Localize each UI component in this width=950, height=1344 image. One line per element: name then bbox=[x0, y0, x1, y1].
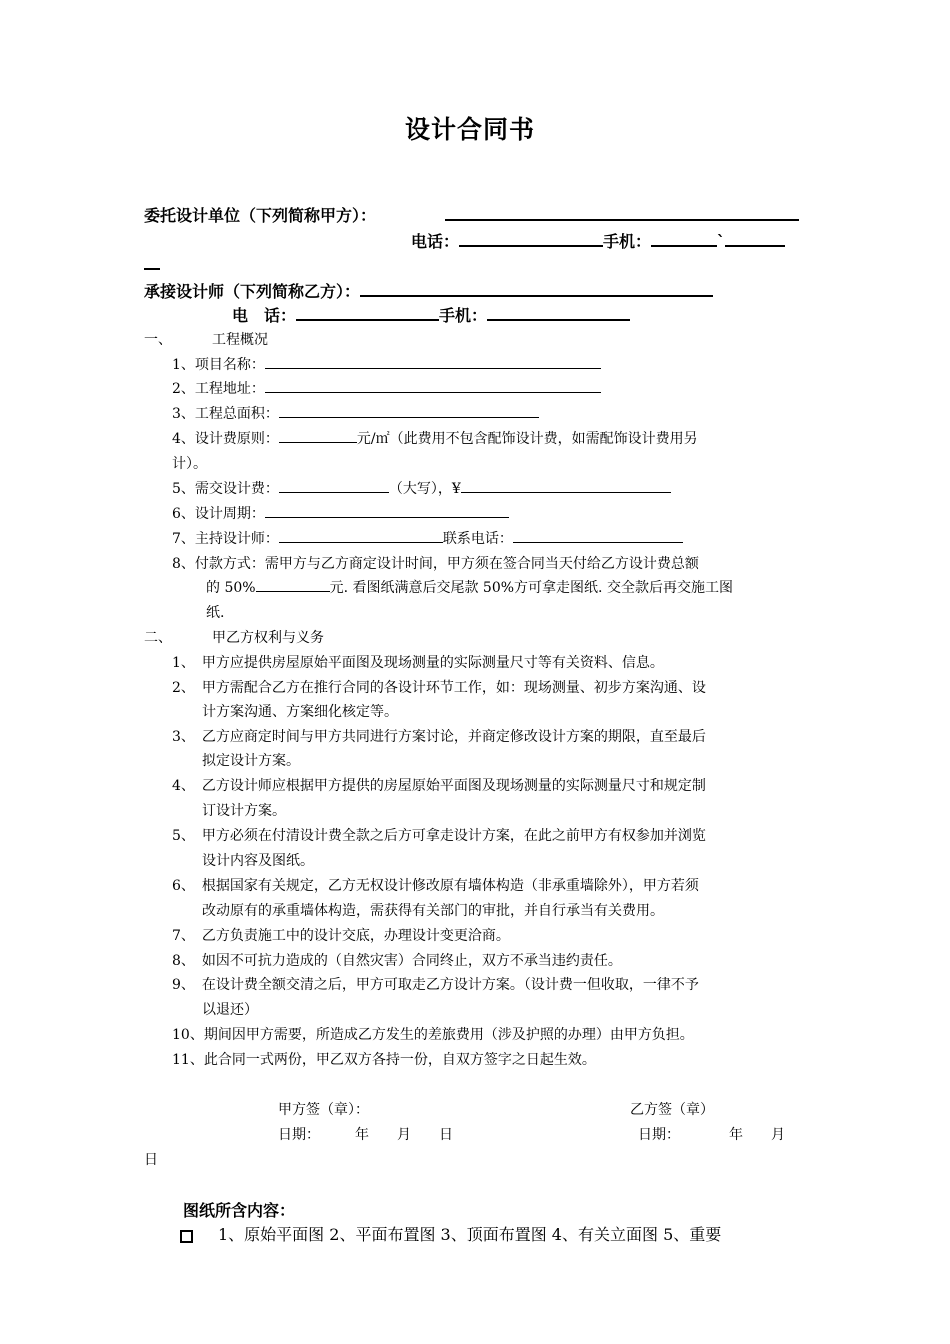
section2-item-cont: 改动原有的承重墙体构造，需获得有关部门的审批，并自行承当有关费用。 bbox=[202, 903, 664, 919]
section2-item: 7、 乙方负责施工中的设计交底，办理设计变更洽商。 bbox=[172, 928, 510, 944]
section2-title: 甲乙方权利与义务 bbox=[212, 630, 324, 646]
section1-item-2: 2、工程地址： bbox=[172, 378, 601, 398]
party-a-label: 委托设计单位（下列简称甲方）： bbox=[144, 206, 377, 225]
party-b-phone-label: 电 话： bbox=[232, 306, 297, 325]
page-title: 设计合同书 bbox=[405, 115, 536, 144]
party-a-phone-label: 电话： bbox=[411, 232, 460, 251]
section1-number: 一、 bbox=[144, 332, 172, 348]
section1-item-4: 4、设计费原则： 元/㎡（此费用不包含配饰设计费，如需配饰设计费用另 bbox=[172, 428, 698, 448]
party-b-date: 日期： 年 月 bbox=[638, 1127, 785, 1143]
party-a-line-overflow bbox=[144, 252, 160, 274]
party-b-phone-row bbox=[232, 303, 630, 326]
section1-item-4-cont: 计）。 bbox=[172, 456, 207, 472]
section1-item-8-end: 纸. bbox=[206, 605, 225, 621]
section2-item: 2、 甲方需配合乙方在推行合同的各设计环节工作，如：现场测量、初步方案沟通、设 bbox=[172, 680, 706, 696]
section2-item: 10、期间因甲方需要，所造成乙方发生的差旅费用（涉及护照的办理）由甲方负担。 bbox=[172, 1027, 694, 1043]
party-a-date: 日期： 年 月 日 bbox=[278, 1127, 453, 1143]
party-a-signature-label: 甲方签（章）： bbox=[278, 1102, 369, 1118]
section2-item-cont: 拟定设计方案。 bbox=[202, 753, 300, 769]
section1-item-8: 8、付款方式：需甲方与乙方商定设计时间，甲方须在签合同当天付给乙方设计费总额 bbox=[172, 556, 699, 572]
section2-item-cont: 以退还） bbox=[202, 1002, 258, 1018]
section2-item: 4、 乙方设计师应根据甲方提供的房屋原始平面图及现场测量的实际测量尺寸和规定制 bbox=[172, 778, 706, 794]
section1-title: 工程概况 bbox=[212, 332, 268, 348]
party-b-label: 承接设计师（下列简称乙方）： bbox=[144, 282, 361, 301]
section2-item: 8、 如因不可抗力造成的（自然灾害）合同终止，双方不承当违约责任。 bbox=[172, 953, 622, 969]
party-b-mobile-label: 手机： bbox=[439, 306, 488, 325]
party-a-name-line bbox=[445, 203, 799, 225]
section2-item: 11、此合同一式两份，甲乙双方各持一份，自双方签字之日起生效。 bbox=[172, 1052, 596, 1068]
section1-item-5: 5、需交设计费： （大写），¥ bbox=[172, 478, 671, 498]
section1-item-8-cont: 的 50% 元. 看图纸满意后交尾款 50%方可拿走图纸. 交全款后再交施工图 bbox=[206, 577, 733, 597]
party-a-mobile-mark: ` bbox=[717, 232, 726, 251]
party-b-row bbox=[144, 279, 713, 302]
drawings-checkbox[interactable] bbox=[180, 1230, 193, 1243]
section1-item-1: 1、项目名称： bbox=[172, 354, 601, 374]
section2-item-cont: 订设计方案。 bbox=[202, 803, 286, 819]
section2-item: 3、 乙方应商定时间与甲方共同进行方案讨论，并商定修改设计方案的期限，直至最后 bbox=[172, 729, 706, 745]
drawings-line-1: 1、原始平面图 2、平面布置图 3、顶面布置图 4、有关立面图 5、重要 bbox=[218, 1225, 722, 1244]
party-b-date-day: 日 bbox=[144, 1152, 158, 1168]
party-b-signature-label: 乙方签（章） bbox=[630, 1102, 714, 1118]
section2-number: 二、 bbox=[144, 630, 172, 646]
party-a-mobile-label: 手机： bbox=[603, 232, 652, 251]
section2-item: 5、 甲方必须在付清设计费全款之后方可拿走设计方案，在此之前甲方有权参加并浏览 bbox=[172, 828, 706, 844]
section2-item: 6、 根据国家有关规定，乙方无权设计修改原有墙体构造（非承重墙除外），甲方若须 bbox=[172, 878, 699, 894]
party-a-phone-row bbox=[411, 229, 785, 252]
section1-item-3: 3、工程总面积： bbox=[172, 403, 539, 423]
drawings-title: 图纸所含内容： bbox=[183, 1201, 296, 1220]
section2-item: 9、 在设计费全额交清之后，甲方可取走乙方设计方案。（设计费一但收取，一律不予 bbox=[172, 977, 699, 993]
section2-item-cont: 设计内容及图纸。 bbox=[202, 853, 314, 869]
section2-item: 1、 甲方应提供房屋原始平面图及现场测量的实际测量尺寸等有关资料、信息。 bbox=[172, 655, 664, 671]
section1-item-7: 7、主持设计师： 联系电话： bbox=[172, 528, 683, 548]
section1-item-6: 6、设计周期： bbox=[172, 503, 509, 523]
section2-item-cont: 计方案沟通、方案细化核定等。 bbox=[202, 704, 398, 720]
